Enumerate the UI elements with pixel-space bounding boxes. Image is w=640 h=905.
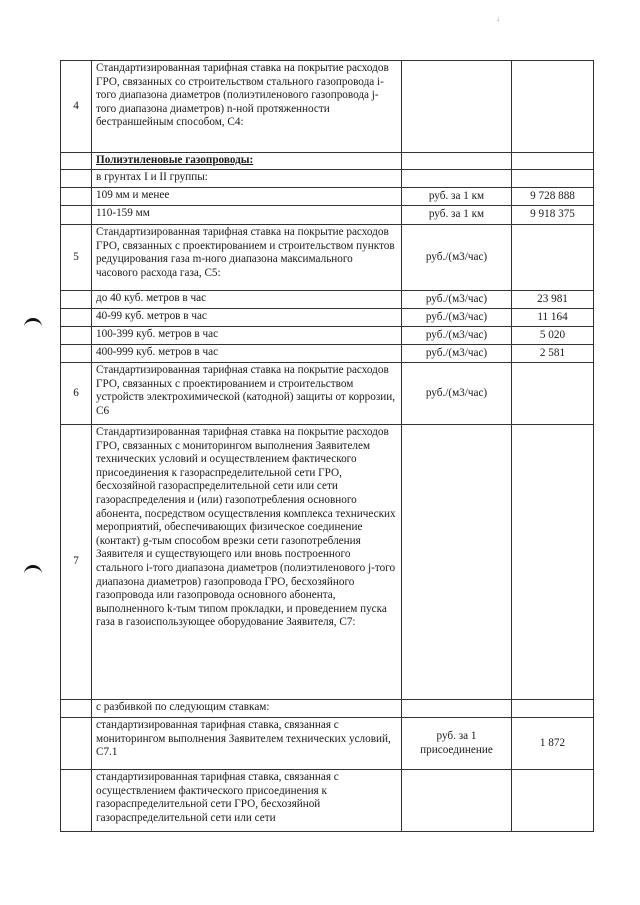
row-unit: руб./(м3/час) xyxy=(402,225,512,291)
row-number xyxy=(61,770,92,832)
table-row xyxy=(61,61,594,153)
row-description: 400-999 куб. метров в час xyxy=(92,345,402,363)
row-value: 23 981 xyxy=(512,291,594,309)
table-row xyxy=(61,170,594,188)
row-unit: руб./(м3/час) xyxy=(402,363,512,425)
row-unit: руб. за 1 км xyxy=(402,206,512,225)
table-row xyxy=(61,188,594,206)
row-number xyxy=(61,700,92,718)
row-number: 4 xyxy=(61,61,92,153)
table-row xyxy=(61,291,594,309)
row-description: Полиэтиленовые газопроводы: xyxy=(92,153,402,170)
row-number xyxy=(61,188,92,206)
row-unit xyxy=(402,425,512,700)
punch-hole-icon xyxy=(24,318,42,331)
row-description: 110-159 мм xyxy=(92,206,402,225)
tariff-table xyxy=(60,60,594,832)
row-number: 5 xyxy=(61,225,92,291)
scan-mark: ↓ xyxy=(496,14,500,23)
row-value: 5 020 xyxy=(512,327,594,345)
row-value: 9 728 888 xyxy=(512,188,594,206)
row-description: 109 мм и менее xyxy=(92,188,402,206)
row-unit: руб./(м3/час) xyxy=(402,291,512,309)
row-description: 100-399 куб. метров в час xyxy=(92,327,402,345)
row-unit: руб./(м3/час) xyxy=(402,309,512,327)
row-value: 2 581 xyxy=(512,345,594,363)
row-value xyxy=(512,363,594,425)
row-number: 6 xyxy=(61,363,92,425)
table-row xyxy=(61,425,594,700)
row-description: стандартизированная тарифная ставка, связанная с мониторингом выполнения Заявителем технических условий, С7.1 xyxy=(92,718,402,770)
row-value: 1 872 xyxy=(512,718,594,770)
row-description: с разбивкой по следующим ставкам: xyxy=(92,700,402,718)
row-value xyxy=(512,170,594,188)
row-unit xyxy=(402,170,512,188)
row-number xyxy=(61,291,92,309)
row-number xyxy=(61,153,92,170)
row-value xyxy=(512,425,594,700)
table-row xyxy=(61,225,594,291)
table-row xyxy=(61,700,594,718)
row-unit: руб./(м3/час) xyxy=(402,345,512,363)
row-unit: руб. за 1 присоединение xyxy=(402,718,512,770)
table-row xyxy=(61,206,594,225)
row-number: 7 xyxy=(61,425,92,700)
row-description: Стандартизированная тарифная ставка на покрытие расходов ГРО, связанных с мониторингом выполнения Заявителем технических условий и осуществлением фактического присоединения к газораспределительной сети ГРО, бесхозяйной газораспределительной сети или сети газораспределения и (или) газопотребления основного абонента, посредством осуществления комплекса технических мероприятий, обеспечивающих физическое соединение (контакт) g-тым способом врезки сети газопотребления Заявителя и существующего или вновь построенного стального i-того диапазона диаметров (полиэтиленового j-того диапазона диаметров) газопровода ГРО, бесхозяйного газопровода или газопровода основного абонента, выполненного k-тым типом прокладки, и проведением пуска газа в газоиспользующее оборудование Заявителя, С7: xyxy=(92,425,402,700)
row-unit xyxy=(402,700,512,718)
row-number xyxy=(61,718,92,770)
row-value xyxy=(512,225,594,291)
row-unit xyxy=(402,770,512,832)
table-row xyxy=(61,327,594,345)
row-number xyxy=(61,206,92,225)
row-description: Стандартизированная тарифная ставка на покрытие расходов ГРО, связанных с проектированием и строительством пунктов редуцирования газа m-ного диапазона максимального часового расхода газа, С5: xyxy=(92,225,402,291)
table-row xyxy=(61,718,594,770)
row-description: до 40 куб. метров в час xyxy=(92,291,402,309)
table-row xyxy=(61,309,594,327)
tariff-table-body xyxy=(61,61,594,832)
row-value xyxy=(512,770,594,832)
row-description: в грунтах I и II группы: xyxy=(92,170,402,188)
row-number xyxy=(61,170,92,188)
row-value xyxy=(512,700,594,718)
row-description: Стандартизированная тарифная ставка на покрытие расходов ГРО, связанных со строительством стального газопровода i-того диапазона диаметров (полиэтиленового газопровода j-того диапазона диаметров) n-ной протяженности бестраншейным способом, C4: xyxy=(92,61,402,153)
row-description: стандартизированная тарифная ставка, связанная с осуществлением фактического присоединения к газораспределительной сети ГРО, бесхозяйной газораспределительной сети или сети xyxy=(92,770,402,832)
row-number xyxy=(61,345,92,363)
row-description: Стандартизированная тарифная ставка на покрытие расходов ГРО, связанных с проектированием и строительством устройств электрохимической (катодной) защиты от коррозии, С6 xyxy=(92,363,402,425)
row-description: 40-99 куб. метров в час xyxy=(92,309,402,327)
row-value: 11 164 xyxy=(512,309,594,327)
table-row xyxy=(61,770,594,832)
row-unit xyxy=(402,153,512,170)
row-value xyxy=(512,61,594,153)
row-value: 9 918 375 xyxy=(512,206,594,225)
row-unit xyxy=(402,61,512,153)
row-number xyxy=(61,309,92,327)
table-row xyxy=(61,363,594,425)
row-unit: руб./(м3/час) xyxy=(402,327,512,345)
row-number xyxy=(61,327,92,345)
punch-hole-icon xyxy=(24,565,42,578)
table-row xyxy=(61,153,594,170)
row-unit: руб. за 1 км xyxy=(402,188,512,206)
table-row xyxy=(61,345,594,363)
row-value xyxy=(512,153,594,170)
